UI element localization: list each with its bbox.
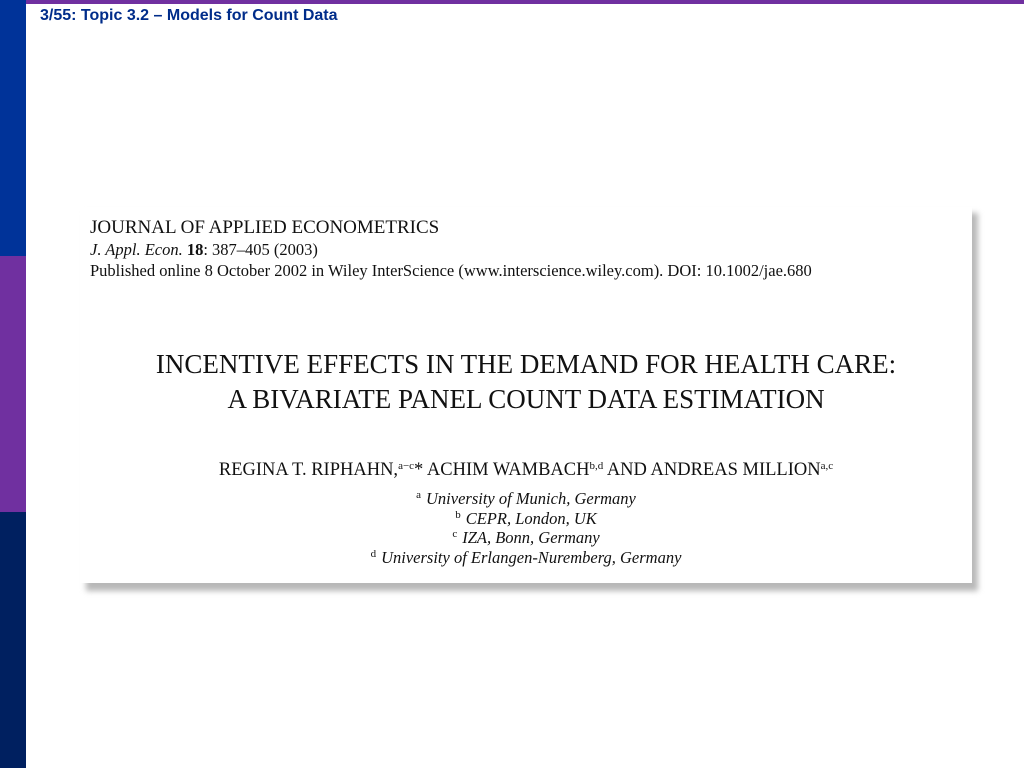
publication-line: Published online 8 October 2002 in Wiley InterScience (www.interscience.wiley.com). DOI: 10.1002/jae.680 (90, 261, 812, 280)
paper-title-line-1: INCENTIVE EFFECTS IN THE DEMAND FOR HEALTH CARE: (155, 349, 897, 379)
author-2-affiliation-marks: b,d (589, 460, 604, 472)
left-band-purple (0, 256, 26, 512)
paper-snippet (80, 207, 972, 583)
affiliation-mark: d (370, 548, 377, 560)
affiliation-text: IZA, Bonn, Germany (462, 528, 600, 547)
journal-name: JOURNAL OF APPLIED ECONOMETRICS (90, 217, 440, 238)
author-1: REGINA T. RIPHAHN, (218, 460, 399, 480)
author-3-affiliation-marks: a,c (820, 460, 834, 472)
author-3: AND ANDREAS MILLION (603, 460, 821, 480)
affiliation-mark: c (452, 528, 458, 540)
corresponding-author-mark: * (414, 460, 424, 480)
paper-title-line-2: A BIVARIATE PANEL COUNT DATA ESTIMATION (227, 384, 825, 414)
affiliation-text: University of Munich, Germany (426, 489, 636, 508)
affiliation-c (80, 528, 972, 548)
authors-line (80, 460, 972, 481)
author-1-affiliation-marks: a−c (398, 460, 415, 472)
affiliation-text: University of Erlangen-Nuremberg, Germany (381, 548, 682, 567)
citation (90, 240, 318, 260)
left-band-navy (0, 512, 26, 768)
volume: 18 (186, 240, 204, 259)
journal-abbreviation: J. Appl. Econ. (90, 240, 183, 259)
top-rule (26, 0, 1024, 4)
affiliation-mark: a (416, 489, 421, 501)
author-2: ACHIM WAMBACH (423, 460, 590, 480)
slide-header: 3/55: Topic 3.2 – Models for Count Data (40, 7, 338, 24)
pages-year: : 387–405 (2003) (203, 240, 318, 259)
affiliation-b (80, 509, 972, 529)
affiliation-text: CEPR, London, UK (465, 509, 597, 528)
affiliation-mark: b (455, 509, 461, 521)
affiliation-a (80, 489, 972, 509)
affiliation-d (80, 548, 972, 568)
left-band-blue (0, 0, 26, 256)
